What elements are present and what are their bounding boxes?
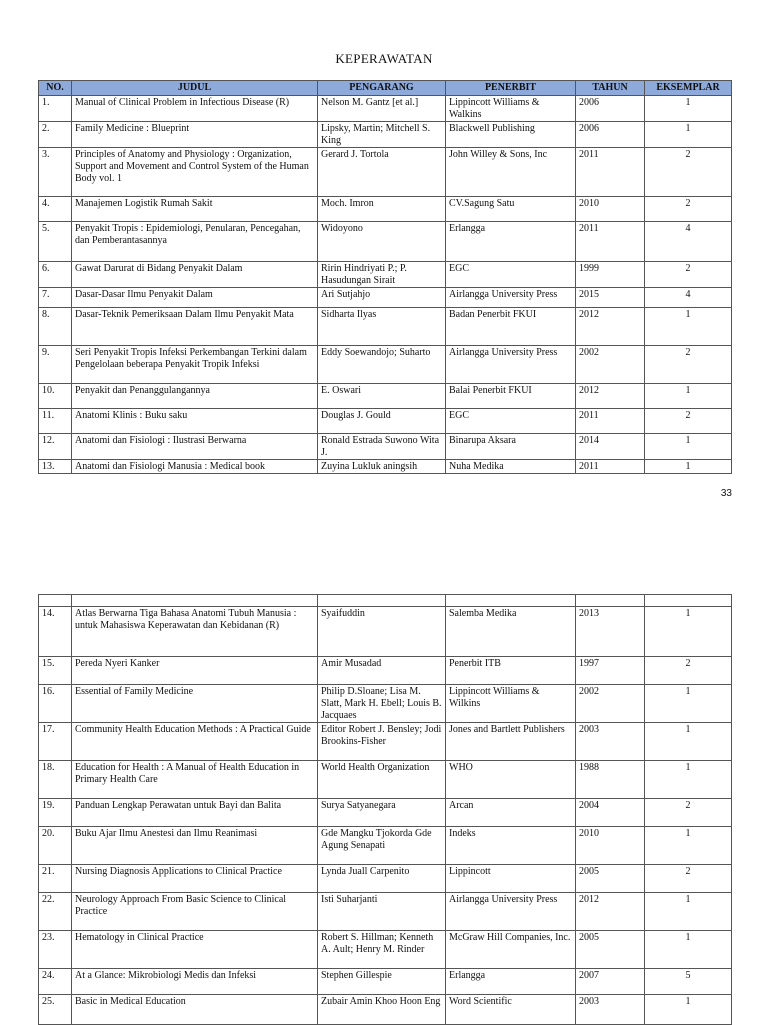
cell-penerbit: Word Scientific	[446, 995, 576, 1025]
cell-no: 24.	[39, 969, 72, 995]
table-row	[39, 761, 732, 799]
cell-no: 12.	[39, 434, 72, 460]
table-row	[39, 799, 732, 827]
page-title: KEPERAWATAN	[335, 51, 433, 66]
table-row	[39, 222, 732, 262]
table-row	[39, 931, 732, 969]
cell-pengarang: Nelson M. Gantz [et al.]	[318, 96, 446, 122]
cell-tahun: 2006	[576, 96, 645, 122]
table-row	[39, 827, 732, 865]
table-row	[39, 607, 732, 657]
header-pengarang: PENGARANG	[318, 81, 446, 96]
cell-no: 6.	[39, 262, 72, 288]
cell-penerbit: Lippincott Williams & Wilkins	[446, 685, 576, 723]
cell-eksemplar: 1	[645, 685, 732, 723]
cell-pengarang: Ari Sutjahjo	[318, 288, 446, 308]
cell-tahun: 2004	[576, 799, 645, 827]
cell-eksemplar: 1	[645, 122, 732, 148]
cell-pengarang: Douglas J. Gould	[318, 409, 446, 434]
cell-tahun: 2012	[576, 893, 645, 931]
cell-eksemplar: 2	[645, 197, 732, 222]
cell-judul: Anatomi dan Fisiologi Manusia : Medical book	[72, 460, 318, 474]
cell-pengarang: Syaifuddin	[318, 607, 446, 657]
cell-eksemplar: 1	[645, 96, 732, 122]
cell-judul: Principles of Anatomy and Physiology : Organization, Support and Movement and Control System of the Human Body vol. 1	[72, 148, 318, 197]
table-row	[39, 197, 732, 222]
cell-penerbit: Jones and Bartlett Publishers	[446, 723, 576, 761]
cell-tahun: 1988	[576, 761, 645, 799]
cell-tahun: 2002	[576, 685, 645, 723]
cell-eksemplar: 2	[645, 409, 732, 434]
cell-tahun: 2011	[576, 409, 645, 434]
cell-tahun: 2011	[576, 460, 645, 474]
cell-tahun: 2010	[576, 197, 645, 222]
cell-judul: Family Medicine : Blueprint	[72, 122, 318, 148]
cell-eksemplar: 5	[645, 969, 732, 995]
cell-judul: Penyakit dan Penanggulangannya	[72, 384, 318, 409]
cell-no: 15.	[39, 657, 72, 685]
cell-penerbit: Indeks	[446, 827, 576, 865]
book-table-page-1	[38, 80, 732, 474]
cell-pengarang: Surya Satyanegara	[318, 799, 446, 827]
cell-tahun: 2005	[576, 931, 645, 969]
cell-eksemplar: 1	[645, 460, 732, 474]
cell-penerbit: Erlangga	[446, 969, 576, 995]
cell-penerbit: Lippincott	[446, 865, 576, 893]
book-table-page-2	[38, 594, 732, 1025]
table-header-row	[39, 81, 732, 96]
cell-no: 1.	[39, 96, 72, 122]
cell-pengarang: Stephen Gillespie	[318, 969, 446, 995]
cell-eksemplar: 1	[645, 384, 732, 409]
cell-judul: At a Glance: Mikrobiologi Medis dan Infeksi	[72, 969, 318, 995]
table-row	[39, 657, 732, 685]
cell-no: 17.	[39, 723, 72, 761]
cell-pengarang: Isti Suharjanti	[318, 893, 446, 931]
cell-pengarang: E. Oswari	[318, 384, 446, 409]
cell-judul: Seri Penyakit Tropis Infeksi Perkembangan Terkini dalam Pengelolaan beberapa Penyakit Tropik Infeksi	[72, 346, 318, 384]
cell-tahun: 2003	[576, 995, 645, 1025]
cell-eksemplar: 1	[645, 931, 732, 969]
cell-eksemplar: 1	[645, 607, 732, 657]
cell-tahun: 2006	[576, 122, 645, 148]
table-row	[39, 865, 732, 893]
cell-penerbit: Nuha Medika	[446, 460, 576, 474]
cell-penerbit: WHO	[446, 761, 576, 799]
cell-pengarang: World Health Organization	[318, 761, 446, 799]
cell-judul: Manajemen Logistik Rumah Sakit	[72, 197, 318, 222]
header-judul: JUDUL	[72, 81, 318, 96]
cell-judul: Panduan Lengkap Perawatan untuk Bayi dan Balita	[72, 799, 318, 827]
table-row	[39, 685, 732, 723]
blank-header-row	[39, 595, 732, 607]
cell-judul: Buku Ajar Ilmu Anestesi dan Ilmu Reanimasi	[72, 827, 318, 865]
cell-pengarang: Amir Musadad	[318, 657, 446, 685]
table-row	[39, 434, 732, 460]
cell-no: 10.	[39, 384, 72, 409]
cell-pengarang: Editor Robert J. Bensley; Jodi Brookins-Fisher	[318, 723, 446, 761]
cell-no: 2.	[39, 122, 72, 148]
cell-judul: Anatomi Klinis : Buku saku	[72, 409, 318, 434]
table-row	[39, 288, 732, 308]
cell-penerbit: Airlangga University Press	[446, 288, 576, 308]
cell-judul: Hematology in Clinical Practice	[72, 931, 318, 969]
table-row	[39, 893, 732, 931]
cell-tahun: 2011	[576, 148, 645, 197]
cell-pengarang: Gde Mangku Tjokorda Gde Agung Senapati	[318, 827, 446, 865]
cell-no: 13.	[39, 460, 72, 474]
cell-pengarang: Zubair Amin Khoo Hoon Eng	[318, 995, 446, 1025]
table-row	[39, 409, 732, 434]
cell-tahun: 2007	[576, 969, 645, 995]
cell-pengarang: Ririn Hindriyati P.; P. Hasudungan Sirait	[318, 262, 446, 288]
cell-tahun: 2013	[576, 607, 645, 657]
table-row	[39, 995, 732, 1025]
cell-penerbit: Badan Penerbit FKUI	[446, 308, 576, 346]
cell-eksemplar: 1	[645, 761, 732, 799]
cell-eksemplar: 2	[645, 346, 732, 384]
cell-judul: Essential of Family Medicine	[72, 685, 318, 723]
cell-penerbit: Salemba Medika	[446, 607, 576, 657]
table-row	[39, 969, 732, 995]
cell-penerbit: Erlangga	[446, 222, 576, 262]
cell-pengarang: Sidharta Ilyas	[318, 308, 446, 346]
cell-judul: Neurology Approach From Basic Science to Clinical Practice	[72, 893, 318, 931]
cell-no: 18.	[39, 761, 72, 799]
cell-pengarang: Moch. Imron	[318, 197, 446, 222]
cell-tahun: 1999	[576, 262, 645, 288]
cell-eksemplar: 2	[645, 262, 732, 288]
cell-eksemplar: 1	[645, 995, 732, 1025]
cell-pengarang: Gerard J. Tortola	[318, 148, 446, 197]
cell-judul: Manual of Clinical Problem in Infectious Disease (R)	[72, 96, 318, 122]
cell-tahun: 2014	[576, 434, 645, 460]
cell-no: 11.	[39, 409, 72, 434]
cell-no: 21.	[39, 865, 72, 893]
cell-penerbit: Blackwell Publishing	[446, 122, 576, 148]
cell-penerbit: Penerbit ITB	[446, 657, 576, 685]
cell-no: 9.	[39, 346, 72, 384]
cell-judul: Basic in Medical Education	[72, 995, 318, 1025]
cell-judul: Dasar-Teknik Pemeriksaan Dalam Ilmu Penyakit Mata	[72, 308, 318, 346]
cell-eksemplar: 2	[645, 657, 732, 685]
cell-no: 5.	[39, 222, 72, 262]
table-row	[39, 723, 732, 761]
cell-pengarang: Widoyono	[318, 222, 446, 262]
table-row	[39, 346, 732, 384]
cell-judul: Education for Health : A Manual of Health Education in Primary Health Care	[72, 761, 318, 799]
cell-eksemplar: 2	[645, 865, 732, 893]
cell-no: 25.	[39, 995, 72, 1025]
cell-penerbit: EGC	[446, 262, 576, 288]
cell-judul: Penyakit Tropis : Epidemiologi, Penularan, Pencegahan, dan Pemberantasannya	[72, 222, 318, 262]
cell-eksemplar: 1	[645, 893, 732, 931]
cell-tahun: 1997	[576, 657, 645, 685]
table-row	[39, 122, 732, 148]
cell-judul: Nursing Diagnosis Applications to Clinical Practice	[72, 865, 318, 893]
cell-no: 14.	[39, 607, 72, 657]
cell-judul: Community Health Education Methods : A Practical Guide	[72, 723, 318, 761]
cell-penerbit: Lippincott Williams & Walkins	[446, 96, 576, 122]
cell-pengarang: Eddy Soewandojo; Suharto	[318, 346, 446, 384]
cell-tahun: 2012	[576, 308, 645, 346]
cell-penerbit: John Willey & Sons, Inc	[446, 148, 576, 197]
cell-no: 7.	[39, 288, 72, 308]
table-row	[39, 308, 732, 346]
cell-eksemplar: 4	[645, 222, 732, 262]
cell-judul: Dasar-Dasar Ilmu Penyakit Dalam	[72, 288, 318, 308]
table-row	[39, 460, 732, 474]
cell-tahun: 2003	[576, 723, 645, 761]
cell-pengarang: Lynda Juall Carpenito	[318, 865, 446, 893]
cell-no: 3.	[39, 148, 72, 197]
page-number: 33	[720, 488, 732, 499]
cell-penerbit: Balai Penerbit FKUI	[446, 384, 576, 409]
cell-eksemplar: 4	[645, 288, 732, 308]
cell-eksemplar: 1	[645, 434, 732, 460]
cell-pengarang: Ronald Estrada Suwono Wita J.	[318, 434, 446, 460]
cell-judul: Anatomi dan Fisiologi : Ilustrasi Berwarna	[72, 434, 318, 460]
cell-no: 19.	[39, 799, 72, 827]
cell-no: 8.	[39, 308, 72, 346]
cell-eksemplar: 1	[645, 308, 732, 346]
cell-judul: Atlas Berwarna Tiga Bahasa Anatomi Tubuh Manusia : untuk Mahasiswa Keperawatan dan Kebidanan (R)	[72, 607, 318, 657]
cell-tahun: 2002	[576, 346, 645, 384]
header-tahun: TAHUN	[576, 81, 645, 96]
cell-eksemplar: 1	[645, 723, 732, 761]
cell-no: 23.	[39, 931, 72, 969]
cell-tahun: 2010	[576, 827, 645, 865]
header-no: NO.	[39, 81, 72, 96]
header-penerbit: PENERBIT	[446, 81, 576, 96]
cell-penerbit: Airlangga University Press	[446, 893, 576, 931]
cell-penerbit: EGC	[446, 409, 576, 434]
table-row	[39, 384, 732, 409]
cell-tahun: 2012	[576, 384, 645, 409]
table-row	[39, 96, 732, 122]
header-eksemplar: EKSEMPLAR	[645, 81, 732, 96]
cell-eksemplar: 2	[645, 148, 732, 197]
table-row	[39, 262, 732, 288]
cell-eksemplar: 1	[645, 827, 732, 865]
cell-penerbit: Arcan	[446, 799, 576, 827]
cell-pengarang: Robert S. Hillman; Kenneth A. Ault; Henry M. Rinder	[318, 931, 446, 969]
cell-eksemplar: 2	[645, 799, 732, 827]
cell-judul: Pereda Nyeri Kanker	[72, 657, 318, 685]
cell-penerbit: Binarupa Aksara	[446, 434, 576, 460]
table-row	[39, 148, 732, 197]
cell-penerbit: Airlangga University Press	[446, 346, 576, 384]
cell-no: 22.	[39, 893, 72, 931]
cell-tahun: 2015	[576, 288, 645, 308]
cell-no: 16.	[39, 685, 72, 723]
cell-judul: Gawat Darurat di Bidang Penyakit Dalam	[72, 262, 318, 288]
cell-tahun: 2005	[576, 865, 645, 893]
cell-no: 4.	[39, 197, 72, 222]
cell-pengarang: Philip D.Sloane; Lisa M. Slatt, Mark H. Ebell; Louis B. Jacquaes	[318, 685, 446, 723]
cell-tahun: 2011	[576, 222, 645, 262]
cell-pengarang: Zuyina Lukluk aningsih	[318, 460, 446, 474]
cell-no: 20.	[39, 827, 72, 865]
cell-pengarang: Lipsky, Martin; Mitchell S. King	[318, 122, 446, 148]
cell-penerbit: CV.Sagung Satu	[446, 197, 576, 222]
cell-penerbit: McGraw Hill Companies, Inc.	[446, 931, 576, 969]
